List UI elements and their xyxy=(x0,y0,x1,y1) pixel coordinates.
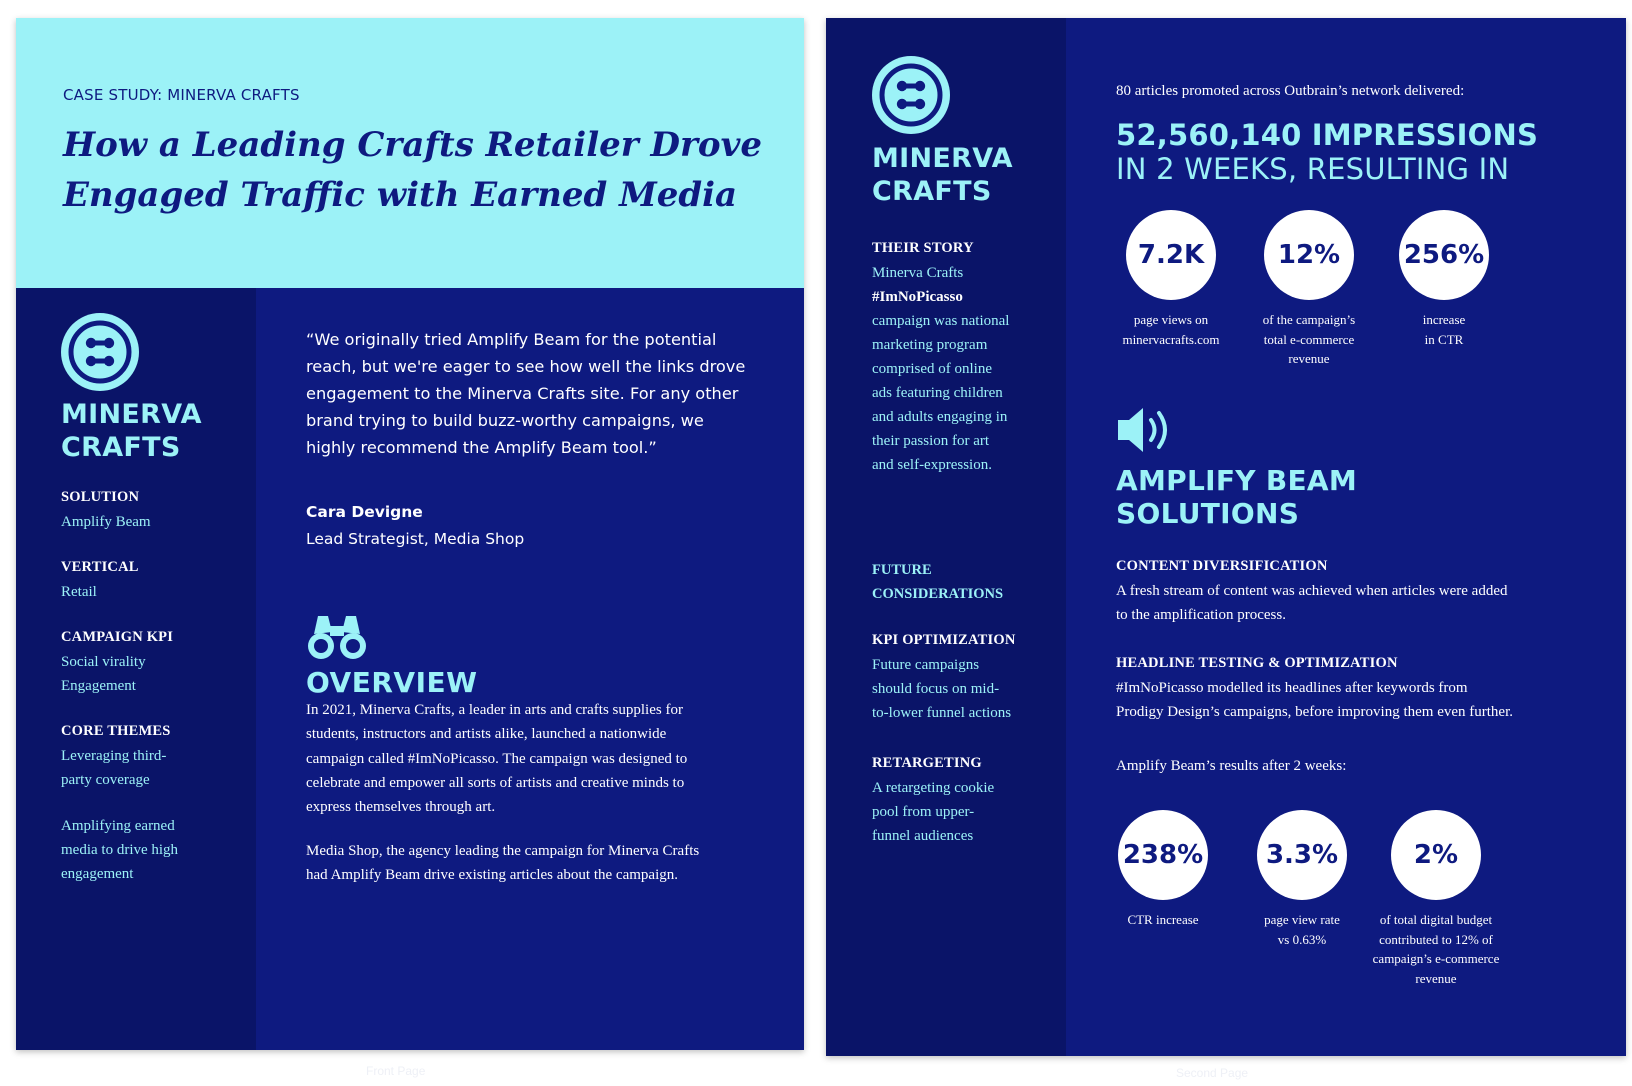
story-line: ads featuring children xyxy=(872,385,1003,401)
stat-label-line: CTR increase xyxy=(1127,912,1199,927)
paragraph-line: campaign called #ImNoPicasso. The campaign was designed to xyxy=(306,750,688,767)
brand-line-2: CRAFTS xyxy=(61,432,181,463)
paragraph-line: In 2021, Minerva Crafts, a leader in arts and crafts supplies for xyxy=(306,702,683,718)
theme-2-line-1: Amplifying earned xyxy=(61,818,175,834)
overview-paragraph-1 xyxy=(306,698,687,819)
story-line: comprised of online xyxy=(872,361,992,377)
stat-label-line: page view rate xyxy=(1264,912,1340,927)
campaign-kpi-heading: CAMPAIGN KPI xyxy=(61,629,174,645)
their-story-text xyxy=(872,261,1009,477)
results-after-2-weeks: Amplify Beam’s results after 2 weeks: xyxy=(1116,758,1347,774)
binoculars-icon xyxy=(306,610,368,662)
quote-author: Cara Devigne xyxy=(306,503,423,521)
stat-budget-share: 2% xyxy=(1391,810,1481,900)
content-diversification-heading: CONTENT DIVERSIFICATION xyxy=(1116,558,1328,574)
quote-line: engagement to the Minerva Crafts site. For any other xyxy=(306,384,739,403)
stat-label-line: campaign’s e-commerce xyxy=(1372,951,1500,966)
core-theme-2 xyxy=(61,814,178,886)
retargeting-line: A retargeting cookie xyxy=(872,780,995,796)
quote-line: “We originally tried Amplify Beam for the potential xyxy=(306,330,717,349)
quote-author-role: Lead Strategist, Media Shop xyxy=(306,530,525,548)
stat-label-line: total e-commerce xyxy=(1263,331,1355,347)
brand-line-2: CRAFTS xyxy=(872,176,992,207)
headline-testing-heading: HEADLINE TESTING & OPTIMIZATION xyxy=(1116,655,1398,671)
theme-2-line-2: media to drive high xyxy=(61,842,179,858)
vertical-value: Retail xyxy=(61,584,97,600)
stat-label-line: vs 0.63% xyxy=(1277,931,1327,947)
solutions-title-line-2: SOLUTIONS xyxy=(1116,497,1300,530)
content-diversification-text xyxy=(1116,579,1576,628)
story-line: campaign was national xyxy=(872,313,1010,329)
testimonial-quote xyxy=(306,326,756,461)
paragraph-line: to the amplification process. xyxy=(1116,607,1286,624)
second-page xyxy=(826,18,1626,1056)
stat-ctr-238-label xyxy=(1083,910,1243,930)
core-theme-1 xyxy=(61,744,166,792)
theme-1-line-1: Leveraging third- xyxy=(61,748,167,764)
story-hashtag: #ImNoPicasso xyxy=(872,289,963,305)
vertical-heading: VERTICAL xyxy=(61,559,139,575)
paragraph-line: had Amplify Beam drive existing articles about the campaign. xyxy=(306,867,678,884)
paragraph-line: express themselves through art. xyxy=(306,799,496,816)
stat-label-line: of the campaign’s xyxy=(1262,312,1356,327)
story-line: Minerva Crafts xyxy=(872,265,964,281)
stat-label-line: in CTR xyxy=(1424,331,1464,347)
second-page-caption: Second Page xyxy=(1176,1066,1249,1080)
stat-budget-share-label xyxy=(1346,910,1526,988)
theme-1-line-2: party coverage xyxy=(61,772,150,788)
future-considerations-heading xyxy=(872,558,1003,606)
impressions-subheadline: IN 2 WEEKS, RESULTING IN xyxy=(1116,152,1510,186)
campaign-kpi-value xyxy=(61,650,146,698)
quote-line: brand trying to build buzz-worthy campaigns, we xyxy=(306,411,704,430)
impressions-headline: 52,560,140 IMPRESSIONS xyxy=(1116,118,1539,152)
brand-name xyxy=(872,142,1013,208)
retargeting-heading: RETARGETING xyxy=(872,755,982,771)
header-band xyxy=(16,18,804,288)
future-line-1: FUTURE xyxy=(872,562,932,578)
story-line: and self-expression. xyxy=(872,457,992,473)
solution-heading: SOLUTION xyxy=(61,489,140,505)
paragraph-line: students, instructors and artists alike, launched a nationwide xyxy=(306,726,667,743)
overview-paragraph-2 xyxy=(306,839,699,888)
brand-line-1: MINERVA xyxy=(872,143,1013,174)
kpi-opt-line: should focus on mid- xyxy=(872,681,1000,697)
theme-2-line-3: engagement xyxy=(61,866,134,882)
kpi-optimization-heading: KPI OPTIMIZATION xyxy=(872,632,1016,648)
retargeting-line: funnel audiences xyxy=(872,828,974,844)
brand-name xyxy=(61,398,202,464)
overview-title: OVERVIEW xyxy=(306,666,478,699)
story-line: their passion for art xyxy=(872,433,990,449)
future-line-2: CONSIDERATIONS xyxy=(872,586,1004,602)
results-intro: 80 articles promoted across Outbrain’s network delivered: xyxy=(1116,83,1465,99)
page-title xyxy=(63,120,763,220)
title-line-1: How a Leading Crafts Retailer Drove xyxy=(63,125,762,165)
paragraph-line: Media Shop, the agency leading the campaign for Minerva Crafts xyxy=(306,843,700,859)
paragraph-line: Prodigy Design’s campaigns, before improving them even further. xyxy=(1116,704,1513,721)
quote-line: highly recommend the Amplify Beam tool.” xyxy=(306,438,657,457)
paragraph-line: celebrate and empower all sorts of artists and creative minds to xyxy=(306,774,685,791)
button-logo-icon xyxy=(872,56,950,134)
button-logo-icon xyxy=(61,313,139,391)
kpi-opt-line: Future campaigns xyxy=(872,657,980,673)
retargeting-text xyxy=(872,776,994,848)
case-study-eyebrow: CASE STUDY: MINERVA CRAFTS xyxy=(63,86,300,104)
stat-label-line: minervacrafts.com xyxy=(1122,331,1220,347)
their-story-heading: THEIR STORY xyxy=(872,240,974,256)
stat-label-line: page views on xyxy=(1133,312,1209,327)
kpi-line-2: Engagement xyxy=(61,678,136,694)
speaker-icon xyxy=(1118,404,1176,456)
brand-line-1: MINERVA xyxy=(61,399,202,430)
kpi-line-1: Social virality xyxy=(61,654,146,670)
paragraph-line: A fresh stream of content was achieved when articles were added xyxy=(1116,583,1508,599)
stat-page-view-rate: 3.3% xyxy=(1257,810,1347,900)
stat-ctr-238: 238% xyxy=(1118,810,1208,900)
stat-label-line: revenue xyxy=(1415,970,1457,986)
solution-value: Amplify Beam xyxy=(61,514,151,530)
front-page-caption: Front Page xyxy=(366,1064,426,1078)
stat-ctr-increase-label xyxy=(1364,310,1524,349)
paragraph-line: #ImNoPicasso modelled its headlines after keywords from xyxy=(1116,680,1468,696)
headline-testing-text xyxy=(1116,676,1576,725)
kpi-opt-line: to-lower funnel actions xyxy=(872,705,1012,721)
title-line-2: Engaged Traffic with Earned Media xyxy=(63,175,738,215)
solutions-title-line-1: AMPLIFY BEAM xyxy=(1116,464,1358,497)
stat-label-line: increase xyxy=(1422,312,1466,327)
core-themes-heading: CORE THEMES xyxy=(61,723,171,739)
stat-ecommerce-share: 12% xyxy=(1264,210,1354,300)
stat-label-line: contributed to 12% of xyxy=(1379,931,1493,947)
story-line: marketing program xyxy=(872,337,988,353)
stat-ctr-increase: 256% xyxy=(1399,210,1489,300)
stat-page-views-label xyxy=(1091,310,1251,349)
solutions-title xyxy=(1116,464,1357,530)
stat-label-line: revenue xyxy=(1288,351,1330,366)
retargeting-line: pool from upper- xyxy=(872,804,975,820)
stat-page-views: 7.2K xyxy=(1126,210,1216,300)
kpi-optimization-text xyxy=(872,653,1011,725)
front-page xyxy=(16,18,804,1050)
story-line: and adults engaging in xyxy=(872,409,1008,425)
quote-line: reach, but we're eager to see how well the links drove xyxy=(306,357,746,376)
stat-label-line: of total digital budget xyxy=(1379,912,1493,927)
